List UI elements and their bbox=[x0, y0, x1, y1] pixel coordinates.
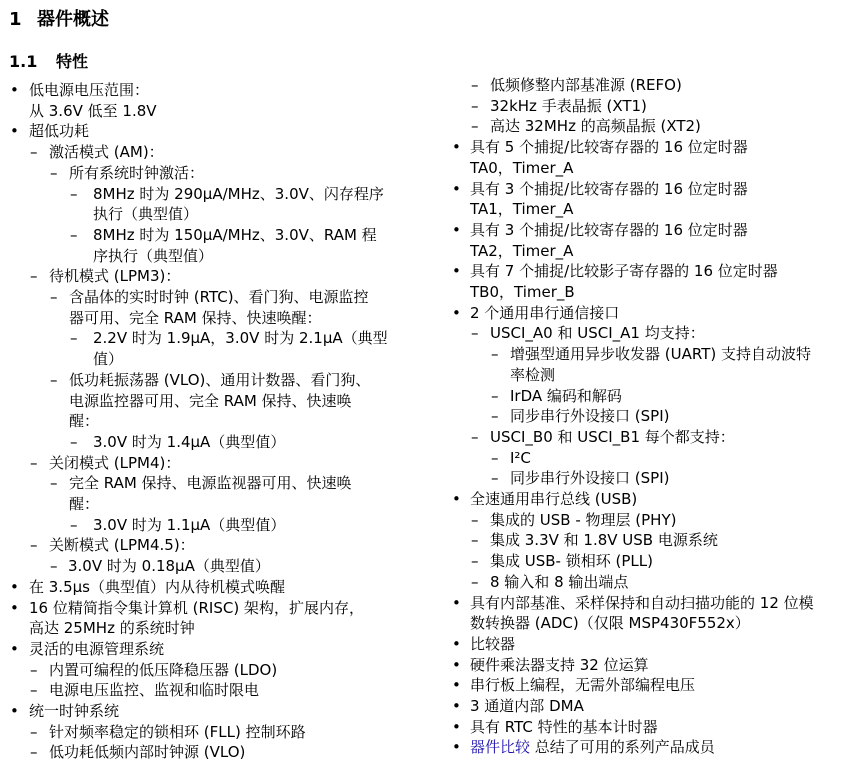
bullet-marker: • bbox=[10, 577, 19, 596]
dash-marker: – bbox=[70, 225, 78, 244]
list-item-text: 具有 3 个捕捉/比较寄存器的 16 位定时器 bbox=[470, 179, 748, 198]
list-item-text: 增强型通用异步收发器 (UART) 支持自动波特 bbox=[510, 345, 811, 364]
dash-marker: – bbox=[491, 448, 499, 467]
dash-marker: – bbox=[50, 557, 58, 576]
dash-marker: – bbox=[471, 324, 479, 343]
dash-marker: – bbox=[30, 536, 38, 555]
list-item-text: 全速通用串行总线 (USB) bbox=[470, 490, 638, 508]
list-item-text: 序执行（典型值） bbox=[93, 246, 214, 265]
bullet-marker: • bbox=[452, 138, 461, 157]
dash-marker: – bbox=[30, 681, 38, 700]
list-item-text: 硬件乘法器支持 32 位运算 bbox=[470, 655, 649, 674]
bullet-marker: • bbox=[452, 717, 461, 736]
bullet-marker: • bbox=[452, 634, 461, 653]
dash-marker: – bbox=[471, 572, 479, 591]
list-item-text: 执行（典型值） bbox=[93, 205, 199, 224]
list-item-text: 电源电压监控、监视和临时限电 bbox=[49, 681, 260, 700]
list-item-text: IrDA 编码和解码 bbox=[510, 386, 622, 405]
list-item-text: 率检测 bbox=[510, 365, 556, 384]
bullet-marker: • bbox=[452, 593, 461, 612]
dash-marker: – bbox=[70, 432, 78, 451]
bullet-marker: • bbox=[10, 81, 19, 99]
dash-marker: – bbox=[30, 267, 38, 286]
list-item-text: 集成的 USB - 物理层 (PHY) bbox=[490, 510, 677, 529]
list-item-text: 值） bbox=[93, 350, 124, 369]
list-item-text: I²C bbox=[510, 448, 531, 467]
list-item-text: USCI_B0 和 USCI_B1 每个都支持： bbox=[490, 427, 735, 446]
bullet-marker: • bbox=[10, 639, 19, 658]
list-item-text: 3.0V 时为 0.18μA（典型值） bbox=[68, 557, 270, 576]
dash-marker: – bbox=[50, 370, 58, 389]
list-item-text: 3.0V 时为 1.4μA（典型值） bbox=[93, 432, 286, 451]
list-item-text: 待机模式 (LPM3)： bbox=[49, 267, 181, 286]
list-item-text: 从 3.6V 低至 1.8V bbox=[29, 101, 157, 120]
dash-marker: – bbox=[30, 722, 38, 741]
list-item-text: 集成 3.3V 和 1.8V USB 电源系统 bbox=[490, 531, 718, 550]
list-item-text: TB0，Timer_B bbox=[470, 283, 575, 301]
dash-marker: – bbox=[471, 427, 479, 446]
list-item-text: 总结了可用的系列产品成员 bbox=[530, 738, 715, 757]
list-item-text: 醒： bbox=[69, 495, 100, 513]
list-item-text: 完全 RAM 保持、电源监视器可用、快速唤 bbox=[69, 474, 352, 493]
dash-marker: – bbox=[50, 288, 58, 306]
bullet-marker: • bbox=[10, 702, 19, 720]
list-item-text: 低频修整内部基准源 (REFO) bbox=[490, 76, 682, 94]
subsection-heading bbox=[9, 49, 88, 72]
list-item-text: 8MHz 时为 150μA/MHz、3.0V、RAM 程 bbox=[93, 225, 377, 244]
list-item-text: TA0，Timer_A bbox=[470, 158, 574, 177]
dash-marker: – bbox=[471, 96, 479, 115]
list-item-text: 灵活的电源管理系统 bbox=[29, 639, 165, 658]
list-item-text: TA2，Timer_A bbox=[470, 241, 574, 260]
list-item-text: 8MHz 时为 290μA/MHz、3.0V、闪存程序 bbox=[93, 184, 384, 203]
bullet-marker: • bbox=[452, 262, 461, 281]
list-item-text: 16 位精简指令集计算机 (RISC) 架构，扩展内存， bbox=[29, 598, 364, 617]
list-item-text: USCI_A0 和 USCI_A1 均支持： bbox=[490, 324, 705, 343]
list-item-text: 内置可编程的低压降稳压器 (LDO) bbox=[49, 660, 278, 679]
subsection-number: 1.1 bbox=[9, 52, 38, 71]
dash-marker: – bbox=[50, 474, 58, 493]
list-item-text: 在 3.5μs（典型值）内从待机模式唤醒 bbox=[29, 577, 285, 596]
list-item-text: 统一时钟系统 bbox=[29, 702, 120, 720]
list-item-content bbox=[470, 737, 715, 757]
bullet-marker: • bbox=[452, 655, 461, 674]
bullet-marker: • bbox=[452, 179, 461, 198]
dash-marker: – bbox=[471, 117, 479, 136]
list-item-text: 针对频率稳定的锁相环 (FLL) 控制环路 bbox=[49, 722, 306, 741]
dash-marker: – bbox=[70, 515, 78, 534]
dash-marker: – bbox=[491, 386, 499, 405]
list-item-text: 醒： bbox=[69, 412, 100, 431]
dash-marker: – bbox=[471, 531, 479, 550]
list-item-text: 激活模式 (AM)： bbox=[49, 143, 164, 162]
dash-marker: – bbox=[70, 329, 78, 348]
list-item-text: 数转换器 (ADC)（仅限 MSP430F552x） bbox=[470, 614, 750, 633]
dash-marker: – bbox=[30, 660, 38, 679]
list-item-text: 同步串行外设接口 (SPI) bbox=[510, 469, 670, 488]
dash-marker: – bbox=[30, 743, 38, 762]
list-item-text: 关闭模式 (LPM4)： bbox=[49, 453, 181, 472]
list-item-text: 具有 3 个捕捉/比较寄存器的 16 位定时器 bbox=[470, 220, 748, 239]
dash-marker: – bbox=[471, 510, 479, 529]
list-item-text: 32kHz 手表晶振 (XT1) bbox=[490, 96, 647, 115]
dash-marker: – bbox=[491, 345, 499, 364]
list-item-text: 3 通道内部 DMA bbox=[470, 697, 584, 715]
dash-marker: – bbox=[50, 163, 58, 182]
dash-marker: – bbox=[491, 469, 499, 488]
list-item-text: 超低功耗 bbox=[29, 122, 90, 141]
subsection-title: 特性 bbox=[56, 52, 89, 71]
list-item-text: 3.0V 时为 1.1μA（典型值） bbox=[93, 515, 286, 534]
list-item-text: 低功耗低频内部时钟源 (VLO) bbox=[49, 743, 246, 762]
list-item-text: 集成 USB- 锁相环 (PLL) bbox=[490, 552, 653, 571]
bullet-marker: • bbox=[452, 220, 461, 239]
dash-marker: – bbox=[70, 184, 78, 203]
section-number: 1 bbox=[9, 9, 22, 30]
list-item-text: 2 个通用串行通信接口 bbox=[470, 303, 620, 322]
list-item-text: 8 输入和 8 输出端点 bbox=[490, 572, 629, 591]
bullet-marker: • bbox=[452, 738, 461, 757]
list-item-text: 串行板上编程，无需外部编程电压 bbox=[470, 676, 696, 695]
dash-marker: – bbox=[471, 552, 479, 571]
list-item-text: 关断模式 (LPM4.5)： bbox=[49, 536, 195, 555]
bullet-marker: • bbox=[452, 697, 461, 715]
list-item-text: 含晶体的实时时钟 (RTC)、看门狗、电源监控 bbox=[69, 288, 369, 306]
bullet-marker: • bbox=[10, 122, 19, 141]
list-item-text: 电源监控器可用、完全 RAM 保持、快速唤 bbox=[69, 391, 352, 410]
list-item-text: 具有 7 个捕捉/比较影子寄存器的 16 位定时器 bbox=[470, 262, 778, 281]
list-item-text: 高达 32MHz 的高频晶振 (XT2) bbox=[490, 117, 701, 136]
device-comparison-link[interactable]: 器件比较 bbox=[470, 738, 531, 757]
list-item-text: 具有 RTC 特性的基本计时器 bbox=[470, 717, 658, 736]
section-title: 器件概述 bbox=[37, 9, 109, 30]
list-item-text: 所有系统时钟激活： bbox=[69, 163, 205, 182]
dash-marker: – bbox=[471, 76, 479, 94]
list-item-text: 高达 25MHz 的系统时钟 bbox=[29, 619, 195, 638]
list-item-text: 器可用、完全 RAM 保持、快速唤醒： bbox=[69, 308, 322, 327]
dash-marker: – bbox=[30, 453, 38, 472]
bullet-marker: • bbox=[452, 676, 461, 695]
list-item-text: 低功耗振荡器 (VLO)、通用计数器、看门狗、 bbox=[69, 370, 371, 389]
list-item-text: 具有内部基准、采样保持和自动扫描功能的 12 位模 bbox=[470, 593, 814, 612]
list-item-text: 同步串行外设接口 (SPI) bbox=[510, 407, 670, 426]
bullet-marker: • bbox=[452, 303, 461, 322]
bullet-marker: • bbox=[452, 490, 461, 508]
bullet-marker: • bbox=[10, 598, 19, 617]
list-item-text: 具有 5 个捕捉/比较寄存器的 16 位定时器 bbox=[470, 138, 748, 157]
list-item-text: 比较器 bbox=[470, 634, 516, 653]
list-item-text: TA1，Timer_A bbox=[470, 200, 574, 219]
dash-marker: – bbox=[30, 143, 38, 162]
section-heading bbox=[9, 5, 109, 31]
dash-marker: – bbox=[491, 407, 499, 426]
list-item-text: 低电源电压范围： bbox=[29, 81, 150, 99]
list-item-text: 2.2V 时为 1.9μA，3.0V 时为 2.1μA（典型 bbox=[93, 329, 388, 348]
